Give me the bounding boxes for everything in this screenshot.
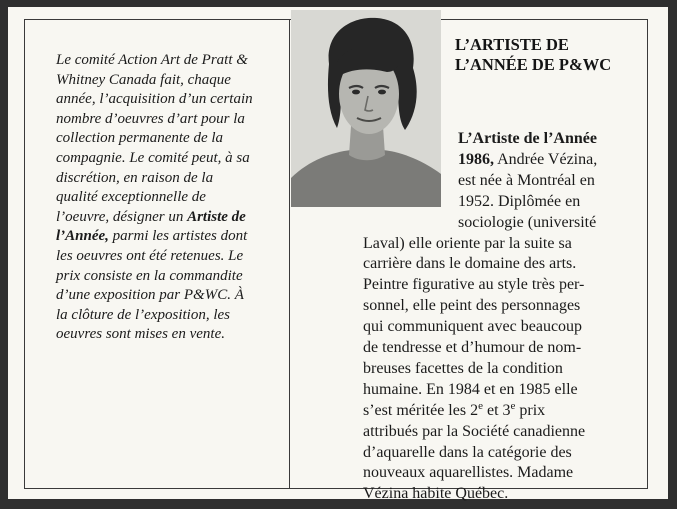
intro-paragraph [56,51,256,345]
bio-line-14-b: et 3 [482,401,511,419]
bio-line-13: humaine. En 1984 et en 1985 elle [363,380,578,398]
bio-line-8: Peintre figurative au style très per- [363,276,585,294]
bio-line-16: d’aquarelle dans la catégorie des [363,443,572,461]
postcard [8,7,668,503]
bio-line-4: 1952. Diplômée en [458,192,581,210]
ordinal-suffix-2: e [510,399,516,412]
ordinal-suffix-1: e [478,399,483,412]
intro-emphasis: Artiste de l’Année, [56,208,246,245]
bio-line-15: attribués par la Société canadienne [363,422,586,440]
bio-line-17: nouveaux aquarellistes. Madame [363,464,574,482]
bio-line-9: sonnel, elle peint des personnages [363,297,581,315]
bio-line-14 [363,401,545,422]
bio-line-5: sociologie (université [458,213,597,231]
bio-line-1 [458,129,597,150]
artist-portrait-photo [291,10,441,207]
bio-line-14-a: s’est méritée les 2 [363,401,479,419]
page-heading [455,35,665,75]
portrait-illustration [291,10,441,207]
bio-lead-2: 1986, [458,150,494,168]
column-divider [289,20,290,488]
bio-line-6: Laval) elle oriente par la suite sa [363,234,572,252]
bio-line-3: est née à Montréal en [458,171,595,189]
bio-line-14-c: prix [515,401,546,419]
heading-line-1: L’ARTISTE DE [455,35,569,54]
heading-line-2: L’ANNÉE DE P&WC [455,55,612,74]
bio-lead-1: L’Artiste de l’Année [458,130,597,147]
bio-line-10: qui communiquent avec beaucoup [363,318,583,336]
bio-line-12: breuses facettes de la condition [363,359,563,377]
intro-text-after: parmi les artistes dont les oeuvres ont été retenues. Le prix consiste en la commandite d’une exposition par P&WC. À la clôture de l’exposition, les oeuvres sont mises en vente. [56,228,248,343]
bio-line-7: carrière dans le domaine des arts. [363,255,577,273]
bio-artist-name: Andrée Vézina, [494,150,598,168]
intro-text-before: Le comité Action Art de Pratt & Whitney Canada fait, chaque année, l’acquisition d’un certain nombre d’oeuvres d’art pour la collection permanente de la compagnie. Le comité peut, à sa discrétion, en raison de la qualité exceptionnelle de l’oeuvre, désigner un [56,52,253,225]
bio-line-18: Vézina habite Québec. [363,485,509,503]
bio-line-2 [458,150,597,171]
bio-line-11: de tendresse et d’humour de nom- [363,339,582,356]
